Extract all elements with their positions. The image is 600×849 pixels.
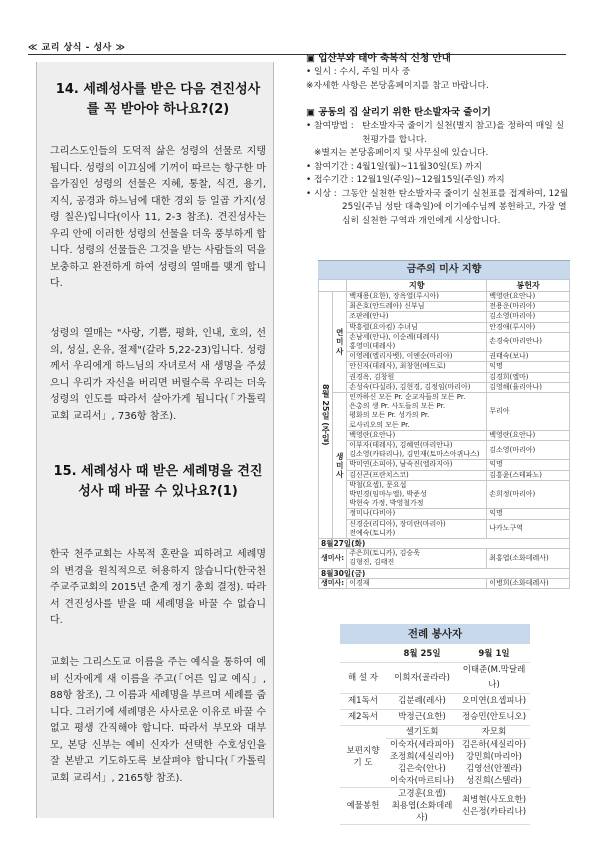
mass-intention: 박철(요셉), 문요섭 박민경(임마누엘), 박준성 박현숙 가정, 박영철가정 xyxy=(347,480,487,509)
mass-intention: 권경옥, 김창원 xyxy=(347,372,487,382)
mass-header-blank xyxy=(319,280,347,292)
mass-offerer: 익명 xyxy=(487,509,570,519)
mass-row xyxy=(319,441,570,460)
mass-row xyxy=(319,480,570,509)
mass-extra-row xyxy=(319,578,570,588)
mass-intention: 박흥렬(요아킴) 수녀님 xyxy=(347,322,487,332)
mass-header-row xyxy=(319,280,570,292)
offering-row xyxy=(340,788,530,825)
servers-row xyxy=(340,663,530,694)
mass-offerer: 전용운(마리아) xyxy=(487,302,570,312)
mass-row xyxy=(319,519,570,538)
mass-offerer: 권태숙(보나) xyxy=(487,352,570,362)
question-15-title: 15. 세례성사 때 받은 세례명을 견진성사 때 바꿀 수 있나요?(1) xyxy=(53,464,263,499)
mass-row xyxy=(319,382,570,392)
mass-offerer: 익명 xyxy=(487,460,570,470)
mass-offerer: 김영해(율리아나) xyxy=(487,382,570,392)
servers-date-2: 오미연(요셉피나) xyxy=(458,694,530,710)
mass-intention: 손성숙(다실라), 김현경, 김정임(마리아) xyxy=(347,382,487,392)
mass-row xyxy=(319,292,570,302)
mass-row xyxy=(319,332,570,351)
mass-offerer: 김소영(마리아) xyxy=(487,441,570,460)
mass-extra-intention: 이경재 xyxy=(347,578,487,588)
carbon-period: • 참여기간 : 4월1일(월)~11월30일(토) 까지 xyxy=(306,161,482,172)
servers-role: 제2독서 xyxy=(340,710,386,726)
servers-header-row xyxy=(340,646,530,663)
mass-offerer: 백영란(요안나) xyxy=(487,292,570,302)
servers-col-date-2: 9월 1일 xyxy=(458,646,530,663)
mass-offerer: 김소영(마리아) xyxy=(487,312,570,322)
mass-intention: 이영례(엘리사벳), 이엔순(마리아) xyxy=(347,352,487,362)
mass-intention: 김신곤(프란치스코) xyxy=(347,470,487,480)
mass-group-label: 생 미 사 xyxy=(333,393,347,539)
servers-col-date-1: 8월 25일 xyxy=(386,646,458,663)
mass-row xyxy=(319,372,570,382)
mass-intention: 인까하신 모든 Pr. 순교자들의 모든 Pr. 은총의 생 Pr. 사도들의 모든 Pr. 평화의 모든 Pr. 성가의 Pr. 로사리오의 모든 Pr. xyxy=(347,393,487,431)
mass-offerer: 백영란(요안나) xyxy=(487,430,570,440)
mass-extra-intention: 주은희(토니카), 김승욱 김형진, 김태진 xyxy=(347,549,487,568)
carbon-notice xyxy=(306,106,572,228)
offering-label: 예물봉헌 xyxy=(340,788,386,825)
mass-row xyxy=(319,322,570,332)
carbon-award xyxy=(306,188,572,229)
question-14-title: 14. 세례성사를 받은 다음 견진성사를 꼭 받아야 하나요?(2) xyxy=(55,82,261,117)
prayer-names-1: 이숙자(세라피아) 조정희(세실리아) 김은숙(안나) 이숙자(마르티나) xyxy=(386,739,458,788)
carbon-submit: • 접수기간 : 12월1일(주일)~12월15일(주일) 까지 xyxy=(306,175,505,185)
mass-row xyxy=(319,460,570,470)
carbon-method xyxy=(306,120,572,147)
mass-offerer: 익명 xyxy=(487,362,570,372)
carbon-award-label: • 시상 : xyxy=(306,188,337,199)
mass-offerer: 손희정(마리아) xyxy=(487,480,570,509)
prayer-group-2: 자모회 xyxy=(458,726,530,739)
mass-row xyxy=(319,470,570,480)
servers-role: 제1독서 xyxy=(340,694,386,710)
mass-intention: 안신자(데레사), 최창현(베드로) xyxy=(347,362,487,372)
blessing-notice-title: ▣ 입산부와 태아 축복식 신청 안내 xyxy=(306,53,451,64)
question-15-paragraph-1: 한국 천주교회는 사목적 혼란을 피하려고 세례명의 변경을 원칙적으로 허용하지 않습니다(한국천주교주교회의 2015년 춘계 정기 총회 결정). 따라서 견진성사를 받을 때 세례명을 바꿀 수 없습니다. xyxy=(50,549,266,626)
prayer-label: 보편지향 기 도 xyxy=(340,726,386,788)
mass-extra-date-row xyxy=(319,568,570,578)
offering-names-1: 고경훈(요셉) 최용엽(소화데레사) xyxy=(386,788,458,825)
servers-row xyxy=(340,710,530,726)
blessing-notice-date: • 일시 : 수시, 주일 미사 중 xyxy=(306,67,411,77)
mass-intention: 신경순(리디아), 장미란(마리아) 전예숙(토니카) xyxy=(347,519,487,538)
liturgy-servers-table xyxy=(340,646,530,825)
mass-intention: 백재용(요한), 장옥열(루시아) xyxy=(347,292,487,302)
servers-row xyxy=(340,694,530,710)
mass-offerer: 손경숙(마리안나) xyxy=(487,332,570,351)
mass-extra-date: 8월30일(금) xyxy=(319,568,570,578)
servers-header-blank xyxy=(340,646,386,663)
mass-intention: 백영란(요안나) xyxy=(347,430,487,440)
mass-intention: 최은호(안드레아) 신부님 xyxy=(347,302,487,312)
mass-extra-type: 생미사: xyxy=(319,578,347,588)
question-15-paragraph-2: 교회는 그리스도교 이름을 주는 예식을 통하여 예비 신자에게 새 이름을 주고(「어른 입교 예식」, 88항 참조), 그 이름과 세례명을 부르며 세례를 줍니다. 그러기에 세례명은 사사로운 이유로 바꿀 수 없고 평생 간직해야 합니다. 따라서 부모와 대부모, 본당 신부는 예비 신자가 선택한 수호성인을 잘 본받고 기도하도록 보살펴야 합니다(「가톨릭 교회 교리서」, 2165항 참조). xyxy=(50,657,266,784)
mass-intention: 손남세(안나), 이순례(데레사) 홍영미(데레사) xyxy=(347,332,487,351)
mass-intention-table xyxy=(318,279,570,589)
servers-date-1: 이희자(골라라) xyxy=(386,663,458,694)
mass-extra-offerer: 이병희(소화데레사) xyxy=(487,578,570,588)
prayer-group-1: 셀기도회 xyxy=(386,726,458,739)
carbon-award-text: 그동안 실천한 탄소발자국 줄이기 실천표를 접계하여, 12월25일(주님 성탄 대축일)에 이기예수님께 봉헌하고, 가장 열심히 실천한 구역과 개인에게 시상합니다. xyxy=(342,188,569,226)
mass-offerer: 안경애(루시아) xyxy=(487,322,570,332)
mass-offerer: 무리아 xyxy=(487,393,570,431)
mass-intention: 박미연(소피아), 남숙진(엘라지아) xyxy=(347,460,487,470)
carbon-method-label: • 참여방법 : xyxy=(306,121,354,131)
carbon-method-text: 탄소발자국 줄이기 실천(별지 참고)을 정하여 매일 실천평가를 합니다. xyxy=(362,121,565,145)
mass-row xyxy=(319,312,570,322)
prayer-names-2: 김은하(세실리아) 강민희(마리아) 김영선(안젤라) 성진희(스텔라) xyxy=(458,739,530,788)
servers-date-1: 박정근(요한) xyxy=(386,710,458,726)
mass-row xyxy=(319,302,570,312)
mass-row xyxy=(319,430,570,440)
servers-date-1: 김분례(레사) xyxy=(386,694,458,710)
mass-extra-offerer: 최홍엽(소화데레사) xyxy=(487,549,570,568)
carbon-method-note: ※별지는 본당홈페이지 및 사무실에 있습니다. xyxy=(314,148,489,158)
mass-row xyxy=(319,352,570,362)
servers-date-2: 이태준(M.막달레나) xyxy=(458,663,530,694)
mass-row xyxy=(319,362,570,372)
mass-row xyxy=(319,509,570,519)
mass-offerer: 나카노구역 xyxy=(487,519,570,538)
prayer-header-row xyxy=(340,726,530,739)
section-header: ≪ 교리 상식 - 성사 ≫ xyxy=(28,43,126,53)
mass-row xyxy=(319,393,570,431)
blessing-notice xyxy=(306,52,572,93)
mass-col-offerer: 봉헌자 xyxy=(487,280,570,292)
mass-extra-row xyxy=(319,549,570,568)
blessing-notice-note: ※자세한 사항은 본당홈페이지를 참고 바랍니다. xyxy=(306,80,489,91)
servers-date-2: 정승민(안토니오) xyxy=(458,710,530,726)
mass-extra-date-row xyxy=(319,539,570,549)
mass-intention-title: 금주의 미사 지향 xyxy=(318,260,570,279)
question-14-paragraph-1: 그리스도인들의 도덕적 삶은 성령의 선물로 지탱됩니다. 성령의 이끄심에 기꺼이 따르는 항구한 마음가짐인 성령의 선물은 지혜, 통찰, 식견, 용기, 지식, 공경과 하느님에 대한 경외 등 일곱 가지(성령 칠은)입니다(이사 11, 2-3 참조). 견진성사는 우리 안에 이러한 성령의 선물을 더욱 풍부하게 합니다. 성령의 선물들은 그것을 받는 사람들의 덕을 보충하고 완전하게 하여 성령의 열매를 맺게 합니다. xyxy=(50,146,266,289)
mass-group-label: 연 미 사 xyxy=(333,292,347,393)
carbon-notice-title: ▣ 공동의 집 살리기 위한 탄소발자국 줄이기 xyxy=(306,107,491,118)
mass-intention: 정미나(다비아) xyxy=(347,509,487,519)
offering-names-2: 최병현(사도요한) 신은정(카타리나) xyxy=(458,788,530,825)
mass-extra-type: 생미사: xyxy=(319,549,347,568)
mass-offerer: 김경희(엘마) xyxy=(487,372,570,382)
mass-intention: 이부자(데레사), 김혜연(마리안나) 김소영(카타리나), 김민재(토마스아퀴나스) xyxy=(347,441,487,460)
question-14-paragraph-2: 성령의 열매는 "사랑, 기쁨, 평화, 인내, 호의, 선의, 성실, 온유, 절제"(갈라 5,22-23)입니다. 성령께서 우리에게 하느님의 자녀로서 새 생명을 주셨으니 우리가 자신을 버리면 버릴수록 우리는 더욱 성령의 인도를 따라서 살아가게 됩니다(「가톨릭 교회 교리서」, 736항 참조). xyxy=(50,328,266,422)
mass-extra-date: 8월27일(화) xyxy=(319,539,570,549)
mass-col-intention: 지향 xyxy=(347,280,487,292)
liturgy-servers-title: 전례 봉사자 xyxy=(340,624,530,644)
servers-role: 해 설 자 xyxy=(340,663,386,694)
mass-date-label: 8월 25일 (주일) xyxy=(319,292,333,539)
mass-intention: 조판례(안나) xyxy=(347,312,487,322)
mass-offerer: 김흥윤(스테파노) xyxy=(487,470,570,480)
